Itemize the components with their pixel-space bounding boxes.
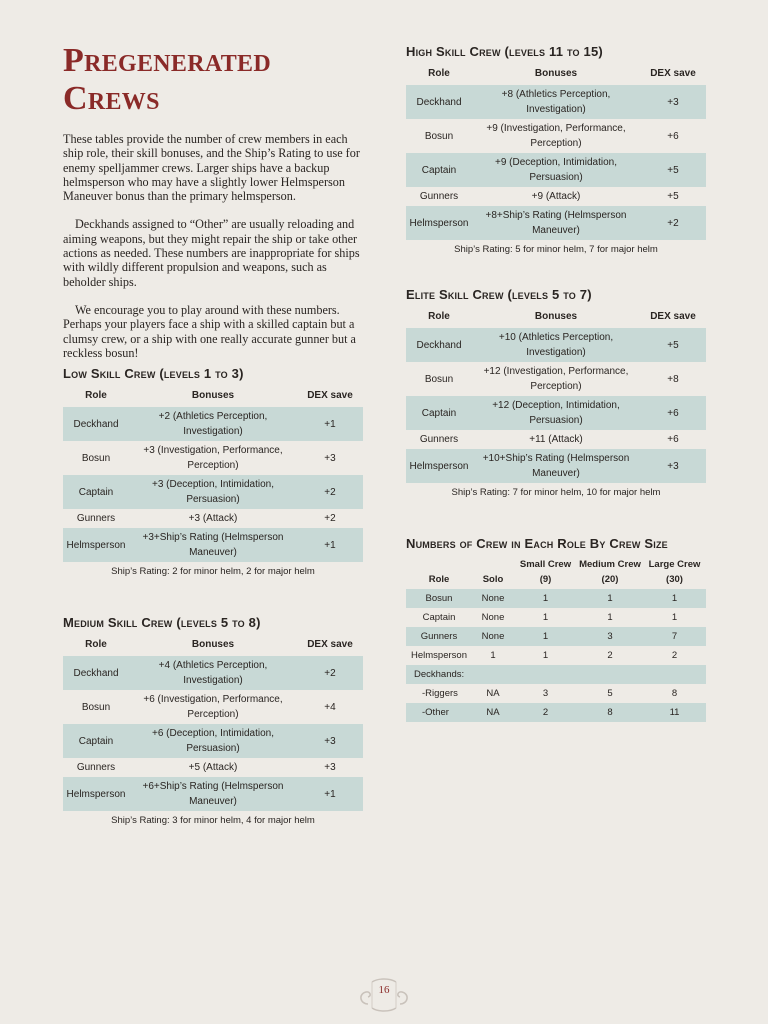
- dex-cell: +8: [667, 373, 679, 385]
- dex-cell: +6: [667, 130, 679, 142]
- role-cell: Captain: [63, 724, 129, 758]
- medium-skill-table: [63, 634, 363, 811]
- crew-size-section: [406, 536, 706, 722]
- low-skill-table: [63, 385, 363, 562]
- table-row: [406, 153, 706, 187]
- small-cell: 1: [542, 650, 549, 661]
- table-row: [406, 589, 706, 608]
- col-header-role: Role: [428, 311, 450, 322]
- role-cell: Gunners: [406, 627, 472, 646]
- role-cell: -Other: [406, 703, 472, 722]
- page-number: 16: [378, 984, 390, 996]
- bonus-cell: +11 (Attack): [529, 434, 583, 445]
- role-cell: Gunners: [419, 434, 459, 445]
- col-header-large: Large Crew (30): [648, 559, 701, 585]
- section-title: Numbers of Crew in Each Role By Crew Size: [406, 536, 668, 551]
- role-cell: Captain: [63, 475, 129, 509]
- intro-paragraph: We encourage you to play around with these numbers. Perhaps your players face a ship with a skilled captain but a clumsy crew, or a ship with one really accurate gunner but a reckless bosun!: [63, 302, 356, 360]
- bonus-cell: +9 (Deception, Intimidation, Persuasion): [472, 153, 640, 187]
- page-footer: [354, 974, 414, 1014]
- dex-cell: +4: [324, 701, 336, 713]
- solo-cell: None: [481, 612, 505, 623]
- solo-cell: None: [472, 589, 514, 608]
- col-header-role: Role: [428, 68, 450, 79]
- medium-cell: 3: [577, 627, 643, 646]
- role-cell: Bosun: [424, 373, 454, 385]
- role-cell: Deckhand: [63, 407, 129, 441]
- bonus-cell: +3 (Deception, Intimidation, Persuasion): [129, 475, 297, 509]
- bonus-cell: +3+Ship’s Rating (Helmsperson Maneuver): [129, 528, 297, 562]
- large-cell: 1: [671, 612, 678, 623]
- ships-rating-note: Ship’s Rating: 5 for minor helm, 7 for major helm: [454, 244, 658, 255]
- dex-cell: +5: [667, 191, 679, 202]
- dex-cell: +3: [324, 762, 336, 774]
- bonus-cell: +10 (Athletics Perception, Investigation): [472, 328, 640, 362]
- large-cell: 11: [643, 703, 706, 722]
- col-header-bonuses: Bonuses: [534, 311, 578, 322]
- role-cell: Deckhands:: [406, 665, 472, 684]
- dex-cell: +5: [640, 328, 706, 362]
- medium-cell: 8: [577, 703, 643, 722]
- dex-cell: +1: [297, 777, 363, 811]
- section-title: High Skill Crew (levels 11 to 15): [406, 44, 603, 59]
- dex-cell: +3: [297, 724, 363, 758]
- section-title: Low Skill Crew (levels 1 to 3): [63, 366, 244, 382]
- elite-skill-table: [406, 306, 706, 483]
- table-row: [406, 328, 706, 362]
- intro-paragraph: These tables provide the number of crew members in each ship role, their skill bonuses, and the Ship’s Rating to use for enemy spelljammer crews. Larger ships have a backup helmsperson who may have a slightly lower Helmsperson Maneuver bonus than the primary helmsperson.: [63, 132, 360, 204]
- role-cell: Captain: [406, 396, 472, 430]
- dex-cell: +3: [640, 85, 706, 119]
- medium-cell: 1: [607, 612, 613, 623]
- role-cell: Helmsperson: [63, 777, 129, 811]
- crew-size-table: [406, 555, 706, 722]
- large-cell: 1: [643, 589, 706, 608]
- low-skill-section: [63, 366, 363, 577]
- small-cell: 1: [542, 612, 549, 623]
- col-header-bonuses: Bonuses: [191, 639, 235, 651]
- col-header-dex: DEX save: [650, 311, 696, 322]
- bonus-cell: +6+Ship’s Rating (Helmsperson Maneuver): [129, 777, 297, 811]
- role-cell: Captain: [406, 153, 472, 187]
- col-header-medium: Medium Crew (20): [579, 559, 641, 585]
- col-header-role: Role: [85, 390, 107, 402]
- col-header-dex: DEX save: [650, 68, 696, 79]
- bonus-cell: +6 (Deception, Intimidation, Persuasion): [129, 724, 297, 758]
- table-row: [406, 396, 706, 430]
- table-row: [63, 656, 363, 690]
- dex-cell: +2: [640, 206, 706, 240]
- left-column: [63, 42, 363, 826]
- role-cell: Deckhand: [406, 328, 472, 362]
- table-row: [406, 449, 706, 483]
- table-row: [63, 475, 363, 509]
- role-cell: Gunners: [419, 191, 459, 202]
- table-header-row: [63, 385, 363, 407]
- table-row: [406, 703, 706, 722]
- solo-cell: NA: [486, 688, 500, 699]
- small-cell: 2: [514, 703, 577, 722]
- table-header-row: [63, 634, 363, 656]
- role-cell: Gunners: [76, 762, 116, 774]
- dex-cell: +3: [640, 449, 706, 483]
- small-cell: 1: [514, 589, 577, 608]
- bonus-cell: +12 (Deception, Intimidation, Persuasion): [472, 396, 640, 430]
- role-cell: Helmsperson: [411, 650, 467, 661]
- small-cell: [514, 665, 577, 684]
- table-row: [63, 407, 363, 441]
- elite-skill-section: [406, 287, 706, 498]
- col-header-role: Role: [428, 574, 450, 585]
- medium-cell: 1: [577, 589, 643, 608]
- bonus-cell: +5 (Attack): [188, 762, 238, 774]
- page-title: Pregenerated Crews: [63, 42, 271, 117]
- table-row: [406, 608, 706, 627]
- table-header-row: [406, 555, 706, 589]
- col-header-dex: DEX save: [307, 390, 353, 402]
- bonus-cell: +10+Ship’s Rating (Helmsperson Maneuver): [472, 449, 640, 483]
- role-cell: Captain: [422, 612, 456, 623]
- dex-cell: +6: [667, 434, 679, 445]
- role-cell: Helmsperson: [406, 449, 472, 483]
- intro-paragraph: Deckhands assigned to “Other” are usually reloading and aiming weapons, but they might repair the ship or take other actions as needed. These numbers are inappropriate for ships with wildly different propulsion and weapons, such as beholder ships.: [63, 217, 360, 289]
- table-header-row: [406, 63, 706, 85]
- bonus-cell: +12 (Investigation, Performance, Perception): [483, 366, 629, 392]
- role-cell: Bosun: [81, 452, 111, 464]
- table-row: [406, 187, 706, 206]
- role-cell: Bosun: [81, 701, 111, 713]
- high-skill-table: [406, 63, 706, 240]
- table-row: [406, 684, 706, 703]
- large-cell: 8: [671, 688, 678, 699]
- table-row: [406, 119, 706, 153]
- medium-skill-section: [63, 615, 363, 826]
- bonus-cell: +4 (Athletics Perception, Investigation): [129, 656, 297, 690]
- col-header-bonuses: Bonuses: [534, 68, 578, 79]
- dex-cell: +2: [297, 475, 363, 509]
- table-row: [63, 777, 363, 811]
- role-cell: -Riggers: [422, 688, 458, 699]
- intro-text: [63, 132, 363, 360]
- col-header-role: Role: [85, 639, 107, 651]
- table-row: [63, 758, 363, 777]
- medium-cell: 2: [607, 650, 613, 661]
- role-cell: Helmsperson: [406, 206, 472, 240]
- col-header-dex: DEX save: [307, 639, 353, 651]
- small-cell: 3: [542, 688, 549, 699]
- dex-cell: +2: [324, 513, 336, 525]
- section-title: Elite Skill Crew (levels 5 to 7): [406, 287, 592, 302]
- col-header-small: Small Crew (9): [519, 559, 572, 585]
- dex-cell: +1: [297, 407, 363, 441]
- table-row: [63, 528, 363, 562]
- solo-cell: None: [472, 627, 514, 646]
- table-row: [63, 724, 363, 758]
- role-cell: Bosun: [424, 130, 454, 142]
- table-row: [63, 690, 363, 724]
- bonus-cell: +3 (Attack): [188, 513, 238, 525]
- solo-cell: 1: [490, 650, 496, 661]
- dex-cell: +1: [297, 528, 363, 562]
- role-cell: Deckhand: [406, 85, 472, 119]
- ships-rating-note: Ship’s Rating: 7 for minor helm, 10 for major helm: [451, 487, 661, 498]
- large-cell: 2: [671, 650, 678, 661]
- table-row: [63, 441, 363, 475]
- role-cell: Deckhand: [63, 656, 129, 690]
- dex-cell: +5: [640, 153, 706, 187]
- ships-rating-note: Ship’s Rating: 3 for minor helm, 4 for major helm: [111, 815, 315, 827]
- bonus-cell: +9 (Investigation, Performance, Perception): [486, 123, 626, 149]
- table-header-row: [406, 306, 706, 328]
- role-cell: Helmsperson: [63, 528, 129, 562]
- col-header-solo: Solo: [482, 574, 504, 585]
- bonus-cell: +8+Ship’s Rating (Helmsperson Maneuver): [472, 206, 640, 240]
- right-column: [406, 44, 706, 722]
- solo-cell: NA: [472, 703, 514, 722]
- table-row: [63, 509, 363, 528]
- table-row: [406, 85, 706, 119]
- dex-cell: +6: [640, 396, 706, 430]
- col-header-bonuses: Bonuses: [191, 390, 235, 402]
- table-row: [406, 362, 706, 396]
- table-row: [406, 627, 706, 646]
- large-cell: 7: [643, 627, 706, 646]
- medium-cell: 5: [607, 688, 613, 699]
- table-row: [406, 665, 706, 684]
- high-skill-section: [406, 44, 706, 255]
- table-row: [406, 430, 706, 449]
- medium-cell: [577, 665, 643, 684]
- small-cell: 1: [514, 627, 577, 646]
- table-row: [406, 206, 706, 240]
- dex-cell: +2: [297, 656, 363, 690]
- section-title: Medium Skill Crew (levels 5 to 8): [63, 615, 261, 631]
- dex-cell: +3: [324, 452, 336, 464]
- role-cell: Gunners: [76, 513, 116, 525]
- bonus-cell: +2 (Athletics Perception, Investigation): [129, 407, 297, 441]
- role-cell: Bosun: [406, 589, 472, 608]
- bonus-cell: +8 (Athletics Perception, Investigation): [472, 85, 640, 119]
- ships-rating-note: Ship’s Rating: 2 for minor helm, 2 for major helm: [111, 566, 315, 578]
- large-cell: [643, 665, 706, 684]
- bonus-cell: +9 (Attack): [531, 191, 581, 202]
- bonus-cell: +6 (Investigation, Performance, Perception): [143, 694, 283, 721]
- bonus-cell: +3 (Investigation, Performance, Perception): [143, 445, 283, 472]
- solo-cell: [472, 665, 514, 684]
- table-row: [406, 646, 706, 665]
